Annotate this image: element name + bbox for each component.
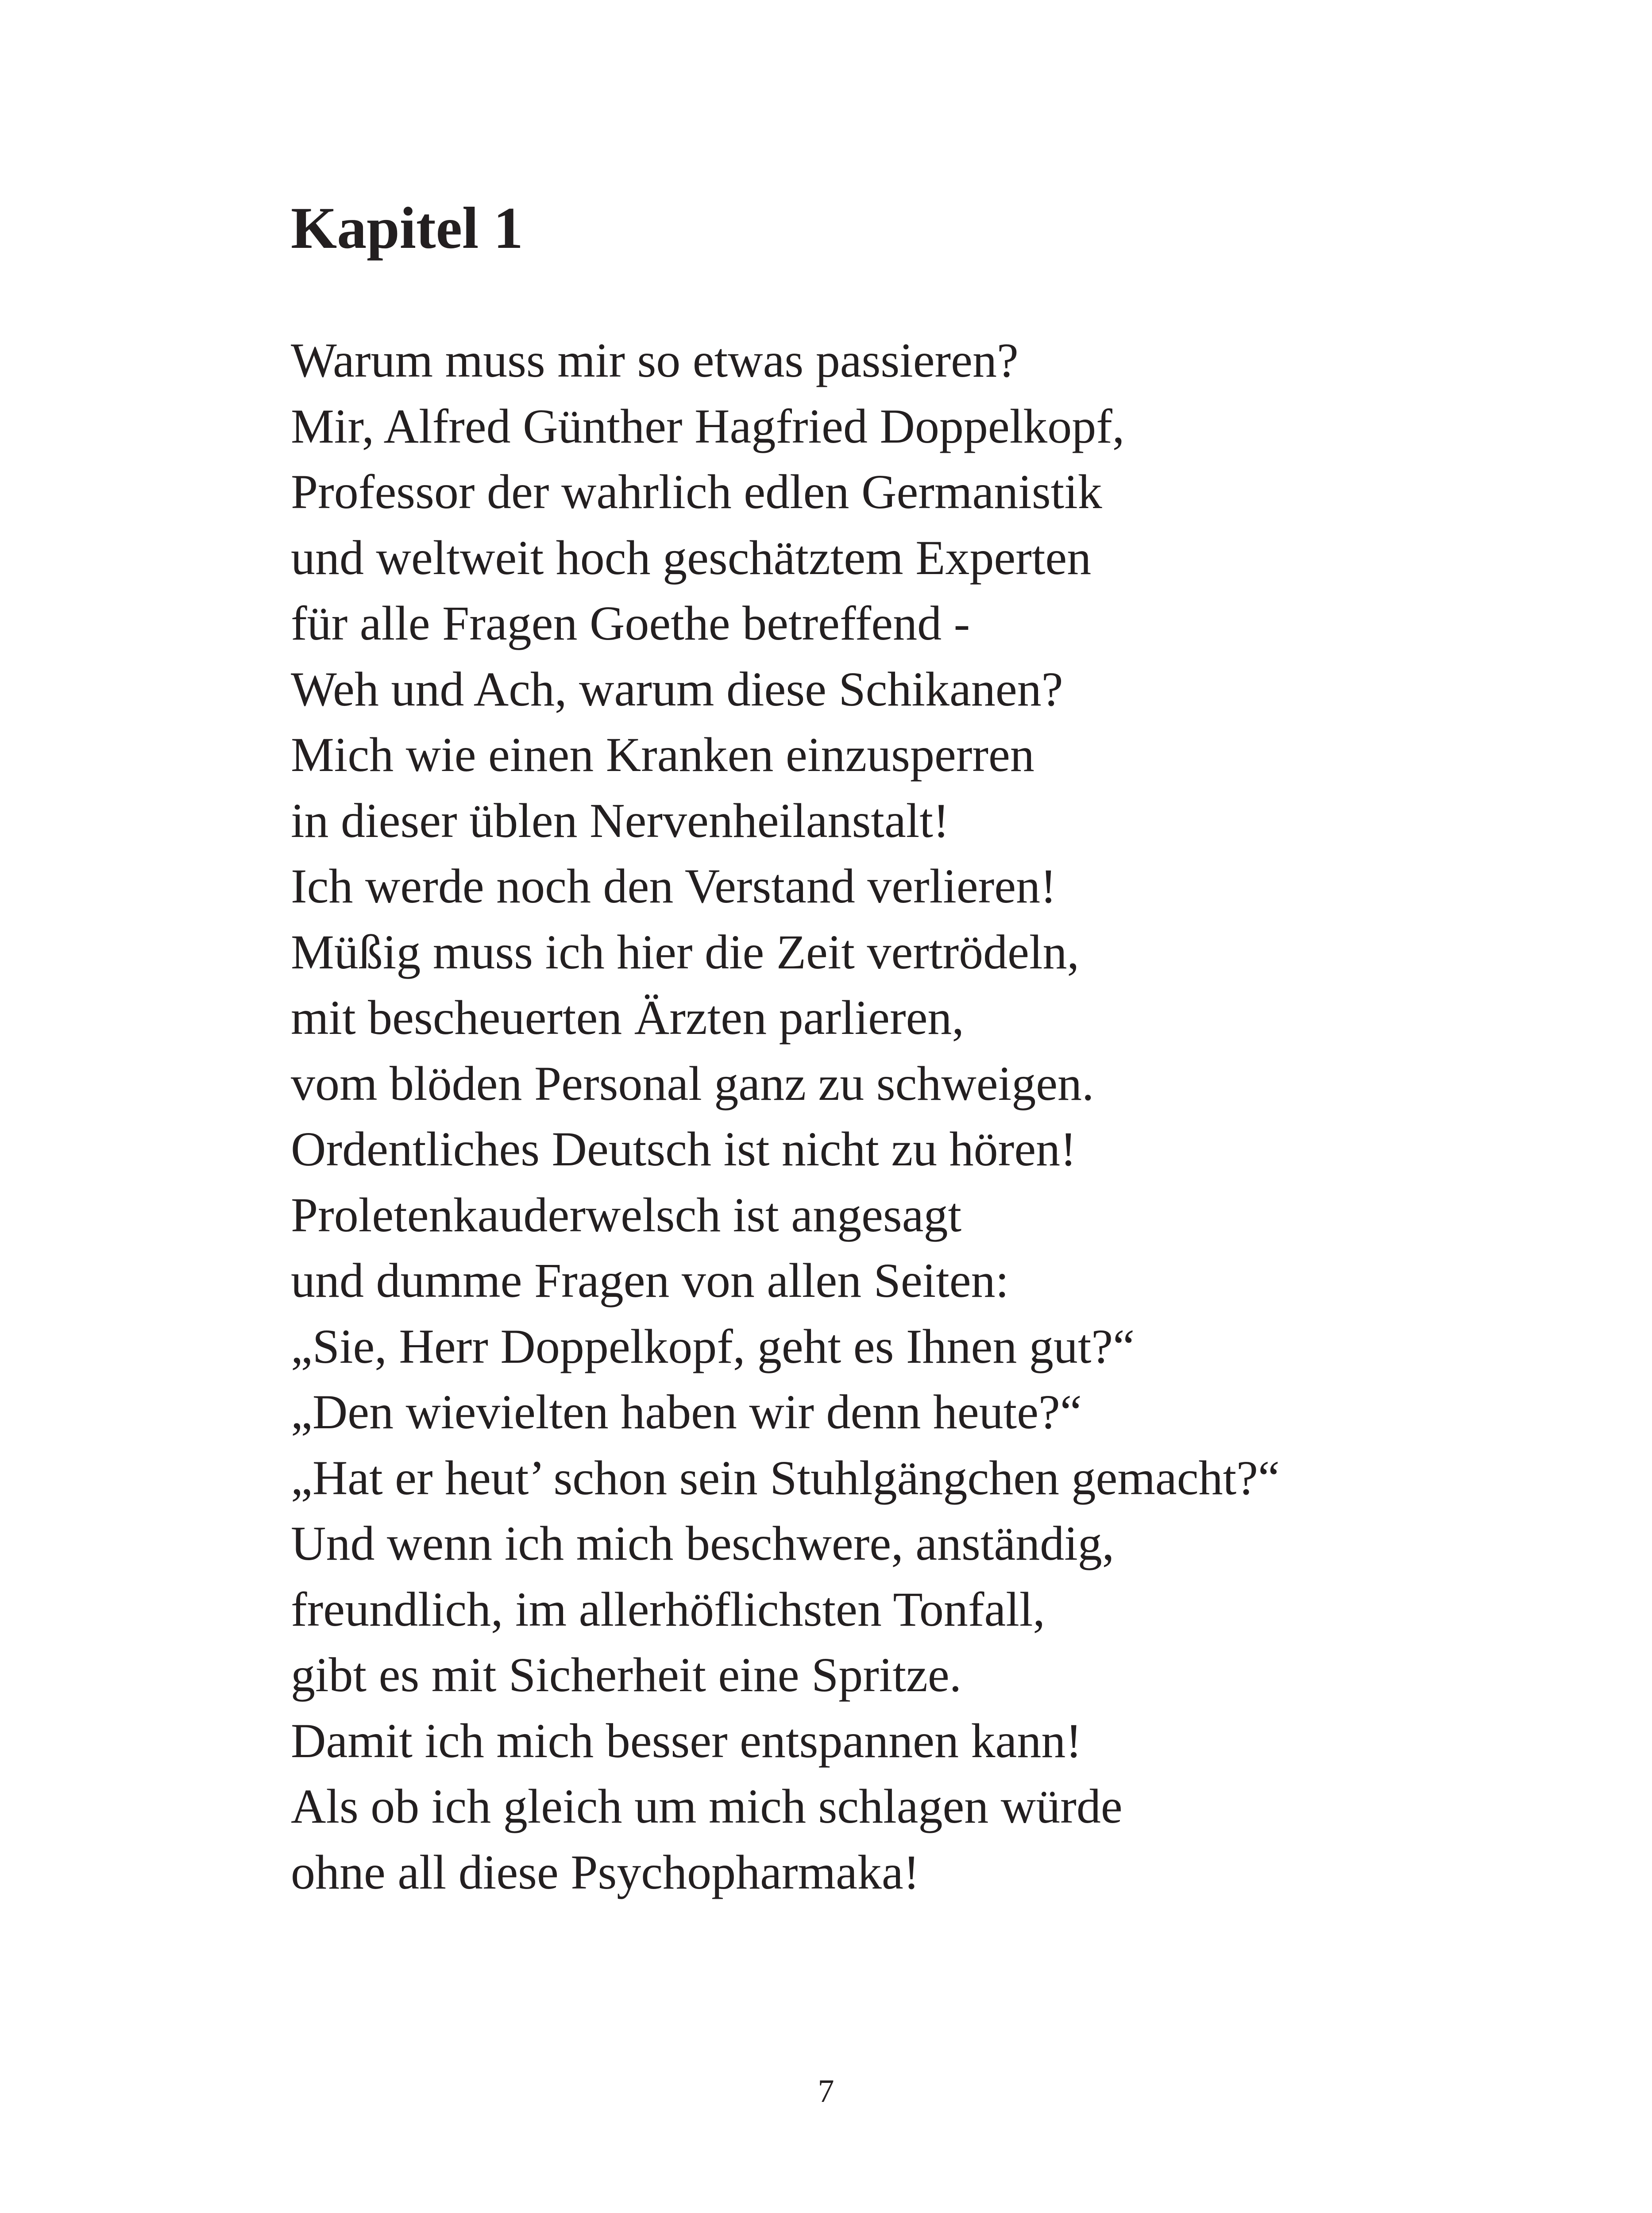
poem-line: in dieser üblen Nervenheilanstalt! bbox=[291, 793, 950, 848]
poem-line: Und wenn ich mich beschwere, anständig, bbox=[291, 1516, 1115, 1570]
poem-line: Professor der wahrlich edlen Germanistik bbox=[291, 465, 1102, 519]
poem-line: Damit ich mich besser entspannen kann! bbox=[291, 1713, 1082, 1768]
poem-line: Proletenkauderwelsch ist angesagt bbox=[291, 1187, 962, 1242]
poem-line: Mich wie einen Kranken einzusperren bbox=[291, 728, 1034, 782]
poem-line: freundlich, im allerhöflichsten Tonfall, bbox=[291, 1582, 1045, 1636]
poem-line: mit bescheuerten Ärzten parlieren, bbox=[291, 991, 964, 1045]
poem-line: und weltweit hoch geschätztem Experten bbox=[291, 530, 1092, 585]
poem-line: für alle Fragen Goethe betreffend - bbox=[291, 596, 970, 650]
page-number: 7 bbox=[818, 2073, 834, 2109]
poem-line: Ich werde noch den Verstand verlieren! bbox=[291, 859, 1057, 913]
poem-line: Ordentliches Deutsch ist nicht zu hören! bbox=[291, 1122, 1077, 1176]
poem-line: gibt es mit Sicherheit eine Spritze. bbox=[291, 1648, 962, 1702]
poem-line: „Den wievielten haben wir denn heute?“ bbox=[291, 1385, 1082, 1439]
poem-line: Als ob ich gleich um mich schlagen würde bbox=[291, 1779, 1123, 1833]
poem-line: Mir, Alfred Günther Hagfried Doppelkopf, bbox=[291, 399, 1125, 453]
poem-line: Weh und Ach, warum diese Schikanen? bbox=[291, 662, 1063, 716]
poem-line: vom blöden Personal ganz zu schweigen. bbox=[291, 1056, 1094, 1110]
poem-line: und dumme Fragen von allen Seiten: bbox=[291, 1253, 1009, 1307]
poem-text bbox=[291, 328, 1280, 1905]
poem-line: ohne all diese Psychopharmaka! bbox=[291, 1845, 920, 1899]
poem-line: Müßig muss ich hier die Zeit vertrödeln, bbox=[291, 925, 1080, 979]
poem-line: „Hat er heut’ schon sein Stuhlgängchen gemacht?“ bbox=[291, 1450, 1280, 1505]
chapter-title: Kapitel 1 bbox=[291, 195, 523, 261]
poem-line: „Sie, Herr Doppelkopf, geht es Ihnen gut?“ bbox=[291, 1319, 1135, 1373]
poem-line: Warum muss mir so etwas passieren? bbox=[291, 333, 1019, 387]
